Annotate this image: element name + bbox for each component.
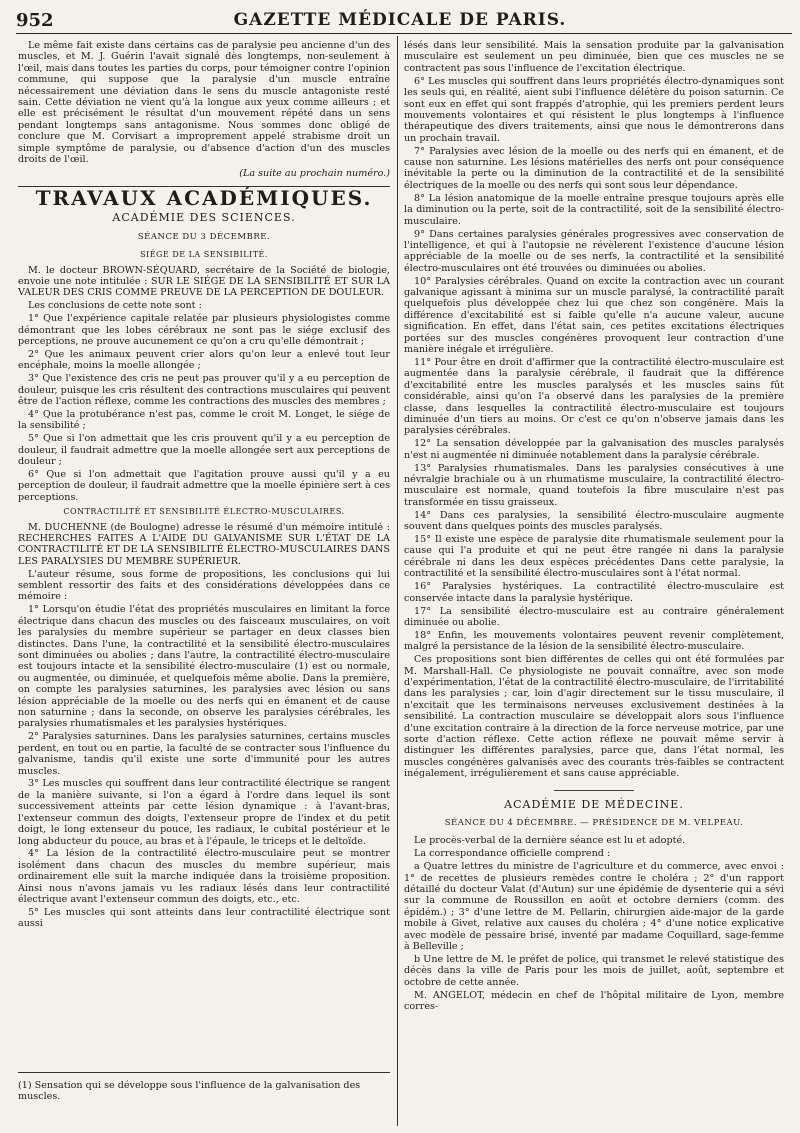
topic-heading: CONTRACTILITÉ ET SENSIBILITÉ ÉLECTRO-MUSCULAIRES.: [63, 507, 345, 517]
continued-note: (La suite au prochain numéro.): [239, 168, 390, 180]
paragraph: 6° Que si l'on admettait que l'agitation prouve aussi qu'il y a eu perception de douleur, il faudrait admettre que la moelle épinière sert à ces perceptions.: [18, 468, 390, 503]
paragraph: Le procès-verbal de la dernière séance est lu et adopté.: [414, 835, 686, 847]
section-rule: [554, 790, 634, 791]
footnote: (1) Sensation qui se développe sous l'influence de la galvanisation des muscles.: [18, 1080, 361, 1103]
paragraph: 8° La lésion anatomique de la moelle entraîne presque toujours après elle la diminution ou la perte, soit de la contractilité, soit de la sensibilité électro-musculaire.: [404, 192, 784, 227]
topic-heading: SIÉGE DE LA SENSIBILITÉ.: [140, 250, 268, 260]
paragraph: 1° Lorsqu'on étudie l'état des propriétés musculaires en limitant la force électrique dans chacun des muscles ou des faisceaux musculaires, on voit les paralysies du membre supérieur se partager en deux classes bien distinctes. Dans l'une, la contractilité et la sensibilité électro-musculaires sont diminuées ou abolies ; dans l'autre, la contractilité électro-musculaire est toujours intacte et la sensibilité électro-musculaire (1) est ou normale, ou augmentée, ou diminuée, et quelquefois même abolie. Dans la première, on compte les paralysies saturnines, les paralysies avec lésion ou sans lésion appréciable de la moelle ou des nerfs qui en émanent et de cause non saturnine ; dans la seconde, on observe les paralysies cérébrales, les paralysies rhumatismales et les paralysies hystériques.: [18, 604, 390, 730]
section-heading: TRAVAUX ACADÉMIQUES.: [35, 185, 373, 210]
session-heading: SÉANCE DU 3 DÉCEMBRE.: [137, 231, 271, 242]
paragraph: 3° Les muscles qui souffrent dans leur contractilité électrique se rangent de la manière suivante, si l'on a égard à l'ordre dans lequel ils sont successivement atteints par cette lésion dynamique : à l'avant-bras, l'extenseur commun des doigts, l'extenseur propre de l'index et du petit doigt, le long extenseur du pouce, les radiaux, le cubital postérieur et le long abducteur du pouce, au bras et à l'épaule, le triceps et le deltoïde.: [18, 778, 390, 847]
paragraph: 14° Dans ces paralysies, la sensibilité électro-musculaire augmente souvent dans quelques points des muscles paralysés.: [404, 509, 784, 533]
paragraph: 17° La sensibilité électro-musculaire est au contraire généralement diminuée ou abolie.: [404, 605, 784, 628]
paragraph: 10° Paralysies cérébrales. Quand on excite la contraction avec un courant galvanique agissant à minima sur un muscle paralysé, la contractilité paraît quelquefois plus développée chez lui que chez son congénère. Mais la différence d'excitabilité est si faible qu'elle n'a aucune valeur, aucune signification. En effet, dans l'état sain, ces petites excitations électriques portées sur des muscles congénères provoquent leur contraction d'une manière inégale et irrégulière.: [404, 275, 784, 356]
right-column: [404, 40, 784, 1014]
paragraph: 12° La sensation développée par la galvanisation des muscles paralysés n'est ni augmentée ni diminuée notablement dans la paralysie cérébrale.: [404, 438, 784, 461]
left-column: [18, 40, 390, 931]
paragraph: 4° Que la protubérance n'est pas, comme le croit M. Longet, le siége de la sensibilité ;: [18, 408, 390, 432]
session-heading: SÉANCE DU 4 DÉCEMBRE. — PRÉSIDENCE DE M. VELPEAU.: [444, 818, 744, 828]
paragraph: 18° Enfin, les mouvements volontaires peuvent revenir complètement, malgré la persistance de la lésion de la sensibilité électro-musculaire.: [404, 629, 784, 653]
paragraph: 13° Paralysies rhumatismales. Dans les paralysies consécutives à une névralgie brachiale ou à un rhumatisme musculaire, la contractilité électro-musculaire est normale, quand toutefois la fibre musculaire n'est pas transformée en tissu graisseux.: [404, 462, 784, 508]
paragraph: 2° Que les animaux peuvent crier alors qu'on leur a enlevé tout leur encéphale, moins la moelle allongée ;: [18, 348, 390, 372]
paragraph: M. le docteur BROWN-SÉQUARD, secrétaire de la Société de biologie, envoie une note intitulée : SUR LE SIÉGE DE LA SENSIBILITÉ ET SUR LA VALEUR DES CRIS COMME PREUVE DE LA PERCEPTION DE DOULEUR.: [18, 264, 390, 299]
paragraph: Les conclusions de cette note sont :: [28, 300, 202, 312]
footnote-rule: [18, 1072, 390, 1073]
academy-heading: ACADÉMIE DE MÉDECINE.: [504, 797, 684, 811]
paragraph: 5° Que si l'on admettait que les cris prouvent qu'il y a eu perception de douleur, il faudrait admettre que la moelle allongée sert aux perceptions de douleur ;: [18, 433, 390, 467]
paragraph: 2° Paralysies saturnines. Dans les paralysies saturnines, certains muscles perdent, en tout ou en partie, la faculté de se contracter sous l'influence du galvanisme, tandis qu'il existe une sorte d'immunité pour les autres muscles.: [18, 731, 390, 777]
paragraph: 5° Les muscles qui sont atteints dans leur contractilité électrique sont aussi: [18, 906, 390, 930]
column-divider: [397, 36, 398, 1126]
paragraph: M. DUCHENNE (de Boulogne) adresse le résumé d'un mémoire intitulé : RECHERCHES FAITES A L'AIDE DU GALVANISME SUR L'ÉTAT DE LA CONTRACTILITÉ ET DE LA SENSIBILITÉ ÉLECTRO-MUSCULAIRES DANS LES PARALYSIES DU MEMBRE SUPÉRIEUR.: [18, 521, 390, 567]
paragraph: a Quatre lettres du ministre de l'agriculture et du commerce, avec envoi : 1° de recettes de plusieurs remèdes contre le choléra ; 2° d'un rapport détaillé du docteur Valat (d'Autun) sur une épidémie de dysenterie qui a sévi sur la commune de Roussillon en août et octobre derniers (comm. des épidém.) ; 3° d'une lettre de M. Pellarin, chirurgien aide-major de la garde mobile à Givet, relative aux causes du choléra ; 4° d'une notice explicative avec modèle de pessaire brisé, inventé par madame Coquillard, sage-femme à Belleville ;: [404, 861, 784, 953]
paragraph: 16° Paralysies hystériques. La contractilité électro-musculaire est conservée intacte dans la paralysie hystérique.: [404, 581, 784, 604]
academy-heading: ACADÉMIE DES SCIENCES.: [112, 211, 296, 225]
paragraph: 1° Que l'expérience capitale relatée par plusieurs physiologistes comme démontrant que les lobes cérébraux ne sont pas le siége exclusif des perceptions, ne prouve aucunement ce qu'on a cru qu'elle démontrait ;: [18, 313, 390, 347]
paragraph: 3° Que l'existence des cris ne peut pas prouver qu'il y a eu perception de douleur, puisque les cris résultent des contractions musculaires qui peuvent être de l'action réflexe, comme les contractions des muscles des membres ;: [18, 373, 390, 407]
paragraph: lésés dans leur sensibilité. Mais la sensation produite par la galvanisation musculaire est seulement un peu diminuée, bien que ces muscles ne se contractent pas sous l'influence de l'excitation électrique.: [404, 40, 784, 74]
paragraph: M. ANGELOT, médecin en chef de l'hôpital militaire de Lyon, membre corres-: [404, 989, 784, 1013]
page-number: 952: [16, 10, 54, 31]
header-rule: [16, 33, 792, 34]
paragraph: 4° La lésion de la contractilité électro-musculaire peut se montrer isolément dans chacun des muscles du membre supérieur, mais ordinairement elle suit la marche indiquée dans la troisième proposition. Ainsi nous n'avons jamais vu les radiaux lésés dans leur contractilité électrique avant l'extenseur commun des doigts, etc., etc.: [18, 848, 390, 906]
paragraph: 11° Pour être en droit d'affirmer que la contractilité électro-musculaire est augmentée dans la paralysie cérébrale, il faudrait que la différence d'excitabilité entre les muscles paralysés et les muscles sains fût considérable, ainsi qu'on l'a observé dans les paralysies de la première classe, dans lesquelles la contractilité électro-musculaire est toujours diminuée d'un tiers au moins. Or c'est ce qu'on n'observe jamais dans les paralysies cérébrales.: [404, 356, 784, 437]
paragraph: Le même fait existe dans certains cas de paralysie peu ancienne d'un des muscles, et M. J. Guérin l'avait signalé dès longtemps, non-seulement à l'œil, mais dans toutes les parties du corps, pour témoigner contre l'opinion commune, qui suppose que la paralysie d'un muscle entraîne nécessairement une déviation dans le sens du muscle antagoniste resté sain. Cette déviation ne vient qu'à la longue aux yeux comme ailleurs ; et elle est précisément le résultat d'un mouvement répété dans un sens pendant longtemps sans antagonisme. Nous sommes donc obligé de conclure que M. Corvisart a improprement appelé strabisme droit un simple symptôme de paralysie, ou d'absence d'action d'un des muscles droits de l'œil.: [18, 40, 390, 166]
paragraph: L'auteur résume, sous forme de propositions, les conclusions qui lui semblent ressortir des faits et des considérations développées dans ce mémoire :: [18, 568, 390, 603]
paragraph: 7° Paralysies avec lésion de la moelle ou des nerfs qui en émanent, et de cause non saturnine. Les lésions matérielles des nerfs ont pour conséquence inévitable la perte ou la diminution de la contractilité et de la sensibilité électriques de la moelle ou des nerfs qui sont sous leur dépendance.: [404, 145, 784, 191]
paragraph: 9° Dans certaines paralysies générales progressives avec conservation de l'intelligence, et qui à l'autopsie ne révèlerent l'existence d'aucune lésion appréciable de la moelle ou de ses nerfs, la contractilité et la sensibilité électro-musculaires ont été trouvées ou diminuées ou abolies.: [404, 228, 784, 274]
paragraph: La correspondance officielle comprend :: [414, 848, 611, 860]
paragraph: 6° Les muscles qui souffrent dans leurs propriétés électro-dynamiques sont les seuls qui, en réalité, aient subi l'influence délétère du poison saturnin. Ce sont eux en effet qui sont frappés d'atrophie, qui les premiers perdent leurs mouvements volontaires et qui résistent le plus longtemps à l'influence thérapeutique des divers traitements, ainsi que nous le démontrerons dans un prochain travail.: [404, 75, 784, 144]
paragraph: 15° Il existe une espèce de paralysie dite rhumatismale seulement pour la cause qui l'a produite et qui ne peut être rangée ni dans la paralysie cérébrale ni dans les deux espèces précédentes Dans cette paralysie, la contractilité et la sensibilité électro-musculaires sont à l'état normal.: [404, 534, 784, 580]
paragraph: b Une lettre de M. le préfet de police, qui transmet le relevé statistique des décès dans la ville de Paris pour les mois de juillet, août, septembre et octobre de cette année.: [404, 953, 784, 988]
paragraph: Ces propositions sont bien différentes de celles qui ont été formulées par M. Marshall-Hall. Ce physiologiste ne pouvait connaître, avec son mode d'expérimentation, l'état de la contractilité électro-musculaire, de l'irritabilité dans les paralysies ; car, loin d'agir directement sur le tissu musculaire, il n'excitait que les terminaisons nerveuses exclusivement destinées à la sensibilité. La contraction musculaire se développait alors sous l'influence d'une excitation contraire à la direction de la force nerveuse motrice, par une sorte d'action réflexe. Cette action réflexe ne pouvait même servir à distinguer les différentes paralysies, parce que, dans l'état normal, les muscles congénères galvanisés avec des courants très-faibles se contractent inégalement, irrégulièrement et sans cause appréciable.: [404, 654, 784, 780]
journal-title: GAZETTE MÉDICALE DE PARIS.: [233, 10, 567, 30]
